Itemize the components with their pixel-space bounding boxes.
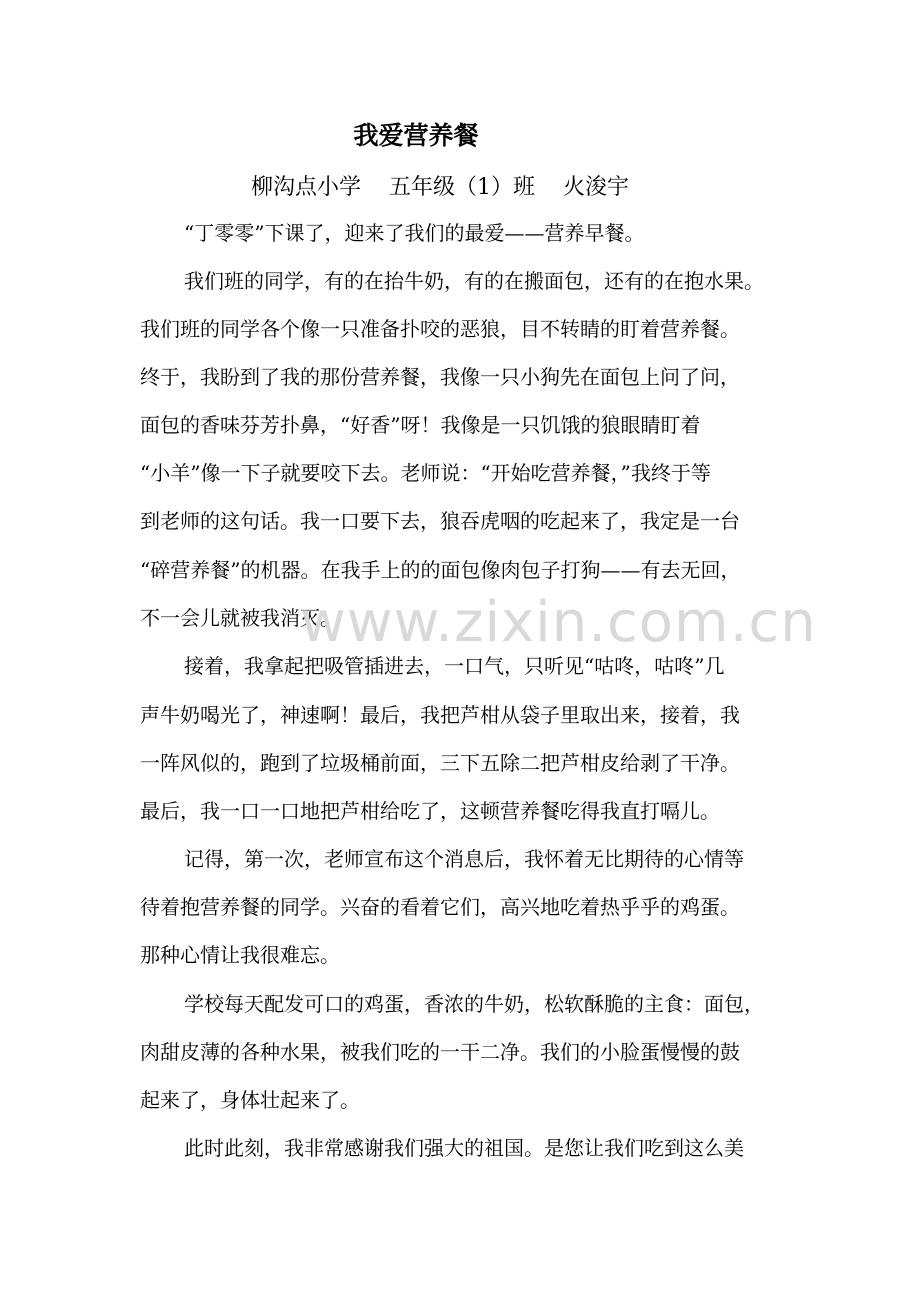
text-line: 学校每天配发可口的鸡蛋，香浓的牛奶，松软酥脆的主食：面包， <box>184 992 764 1016</box>
text-line: 声牛奶喝光了，神速啊！最后，我把芦柑从袋子里取出来，接着，我 <box>140 703 740 727</box>
text-line: 那种心情让我很难忘。 <box>140 943 340 967</box>
text-line: 不一会儿就被我消灭。 <box>140 606 340 630</box>
watermark: www.zixin.com.cn <box>300 590 817 655</box>
text-line: 此时此刻，我非常感谢我们强大的祖国。是您让我们吃到这么美 <box>184 1136 744 1160</box>
text-line: 终于，我盼到了我的那份营养餐，我像一只小狗先在面包上问了问， <box>140 365 740 389</box>
text-line: “碎营养餐”的机器。在我手上的的面包像肉包子打狗——有去无回， <box>140 558 741 582</box>
text-line: 待着抱营养餐的同学。兴奋的看着它们，高兴地吃着热乎乎的鸡蛋。 <box>140 895 740 919</box>
text-line: 记得，第一次，老师宣布这个消息后，我怀着无比期待的心情等 <box>184 847 744 871</box>
text-line: 起来了，身体壮起来了。 <box>140 1088 360 1112</box>
text-line: 面包的香味芬芳扑鼻，“好香”呀！我像是一只饥饿的狼眼睛盯着 <box>140 413 701 437</box>
text-line: 我们班的同学，有的在抬牛奶，有的在搬面包，还有的在抱水果。 <box>184 269 764 293</box>
text-line: 我们班的同学各个像一只准备扑咬的恶狼，目不转睛的盯着营养餐。 <box>140 317 740 341</box>
text-line: 肉甜皮薄的各种水果，被我们吃的一干二净。我们的小脸蛋慢慢的鼓 <box>140 1040 740 1064</box>
text-line: 到老师的这句话。我一口要下去，狼吞虎咽的吃起来了，我定是一台 <box>140 509 740 533</box>
text-line: 接着，我拿起把吸管插进去，一口气，只听见“咕咚，咕咚”几 <box>184 654 725 678</box>
author-byline: 柳沟点小学 五年级（1）班 火浚宇 <box>251 175 629 200</box>
text-line: “小羊”像一下子就要咬下去。老师说：“开始吃营养餐，”我终于等 <box>140 461 711 485</box>
text-line: “丁零零”下课了，迎来了我们的最爱——营养早餐。 <box>184 221 645 245</box>
text-line: 最后，我一口一口地把芦柑给吃了，这顿营养餐吃得我直打嗝儿。 <box>140 799 720 823</box>
text-line: 一阵风似的，跑到了垃圾桶前面，三下五除二把芦柑皮给剥了干净。 <box>140 751 740 775</box>
document-title: 我爱营养餐 <box>353 121 479 150</box>
